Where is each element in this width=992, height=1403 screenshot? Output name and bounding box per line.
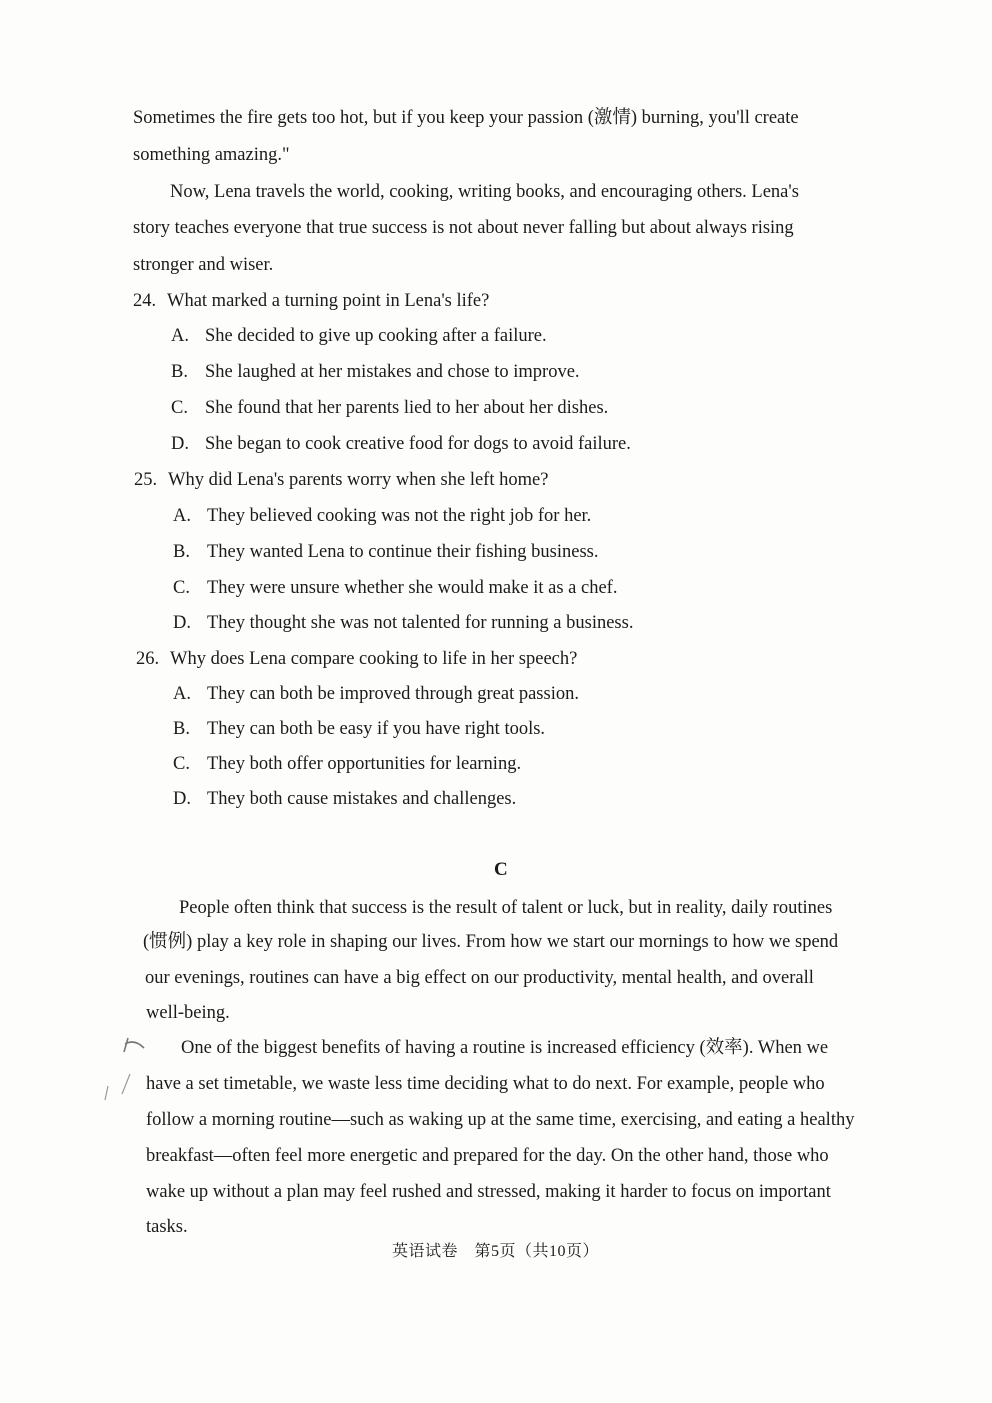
option-text: She began to cook creative food for dogs to avoid failure. <box>205 434 631 454</box>
option-letter: C. <box>171 398 188 418</box>
option-letter: D. <box>173 789 191 809</box>
question-text: Why did Lena's parents worry when she left home? <box>168 470 549 490</box>
option-text: They both cause mistakes and challenges. <box>207 789 517 809</box>
option-letter: C. <box>173 754 190 774</box>
option-d <box>173 611 633 635</box>
passage-line: something amazing." <box>133 145 290 165</box>
question-number: 24. <box>133 291 157 311</box>
question-text: What marked a turning point in Lena's life? <box>167 291 490 311</box>
option-text: They wanted Lena to continue their fishing business. <box>207 542 599 562</box>
question-26 <box>136 647 577 671</box>
option-b <box>173 540 599 564</box>
passage-line: stronger and wiser. <box>133 255 274 275</box>
option-d <box>173 787 516 811</box>
option-c <box>171 396 608 420</box>
option-c <box>173 752 521 776</box>
option-text: They thought she was not talented for running a business. <box>207 613 634 633</box>
question-number: 26. <box>136 649 160 669</box>
page-footer: 英语试卷 第5页（共10页） <box>392 1243 600 1260</box>
option-a <box>173 504 591 528</box>
question-24 <box>133 289 489 313</box>
passage-line: breakfast—often feel more energetic and prepared for the day. On the other hand, those who <box>146 1146 829 1166</box>
option-letter: A. <box>173 506 191 526</box>
option-a <box>173 682 579 706</box>
passage-line: story teaches everyone that true success is not about never falling but about always rising <box>133 218 794 238</box>
option-b <box>173 717 545 741</box>
passage-line: have a set timetable, we waste less time deciding what to do next. For example, people who <box>146 1074 825 1094</box>
option-letter: D. <box>173 613 191 633</box>
passage-line: Now, Lena travels the world, cooking, writing books, and encouraging others. Lena's <box>170 182 799 202</box>
option-b <box>171 360 580 384</box>
option-letter: B. <box>173 719 190 739</box>
option-d <box>171 432 631 456</box>
option-c <box>173 576 617 600</box>
passage-line: One of the biggest benefits of having a routine is increased efficiency (效率). When we <box>181 1038 829 1058</box>
passage-line: tasks. <box>146 1217 188 1237</box>
section-heading: C <box>494 859 508 880</box>
passage-line: follow a morning routine—such as waking up at the same time, exercising, and eating a healthy <box>146 1110 855 1130</box>
option-text: They can both be improved through great passion. <box>207 684 579 704</box>
option-text: They believed cooking was not the right job for her. <box>207 506 592 526</box>
question-number: 25. <box>134 470 158 490</box>
pencil-mark-icon <box>100 1030 150 1110</box>
passage-line: Sometimes the fire gets too hot, but if you keep your passion (激情) burning, you'll create <box>133 108 799 128</box>
option-text: They can both be easy if you have right tools. <box>207 719 546 739</box>
option-text: They both offer opportunities for learning. <box>207 754 522 774</box>
option-letter: C. <box>173 578 190 598</box>
passage-line: wake up without a plan may feel rushed and stressed, making it harder to focus on important <box>146 1182 831 1202</box>
option-text: She found that her parents lied to her about her dishes. <box>205 398 609 418</box>
option-letter: B. <box>171 362 188 382</box>
option-text: She decided to give up cooking after a failure. <box>205 326 547 346</box>
option-text: They were unsure whether she would make it as a chef. <box>207 578 618 598</box>
question-text: Why does Lena compare cooking to life in her speech? <box>170 649 578 669</box>
option-letter: A. <box>171 326 189 346</box>
option-letter: D. <box>171 434 189 454</box>
passage-line: People often think that success is the result of talent or luck, but in reality, daily routines <box>179 898 833 918</box>
option-text: She laughed at her mistakes and chose to improve. <box>205 362 580 382</box>
passage-line: well-being. <box>146 1003 230 1023</box>
passage-line: (惯例) play a key role in shaping our lives. From how we start our mornings to how we spend <box>143 932 839 952</box>
option-letter: B. <box>173 542 190 562</box>
question-25 <box>134 468 548 492</box>
passage-line: our evenings, routines can have a big effect on our productivity, mental health, and overall <box>145 968 814 988</box>
option-a <box>171 324 547 348</box>
option-letter: A. <box>173 684 191 704</box>
